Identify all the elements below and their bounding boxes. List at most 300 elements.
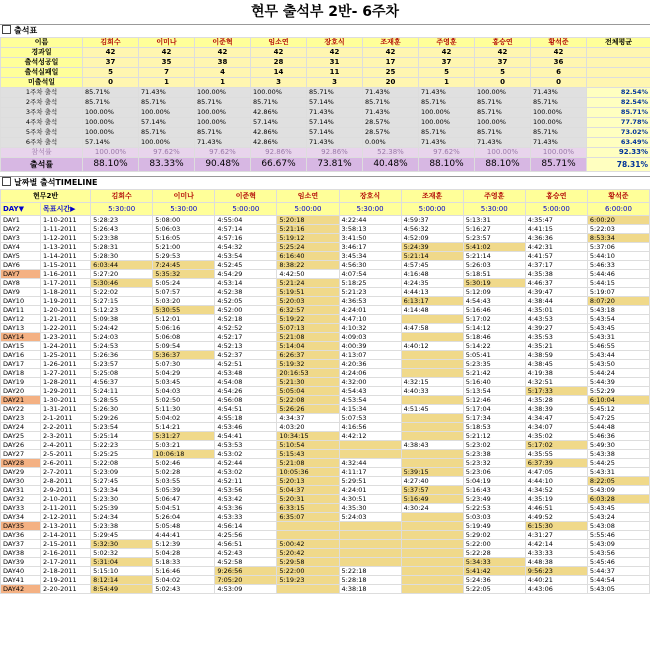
timeline-row [1, 279, 650, 288]
count-value: 35 [139, 58, 195, 68]
arrival-time: 5:19:32 [277, 360, 339, 369]
arrival-time: 5:06:03 [153, 225, 215, 234]
count-value: 42 [251, 48, 307, 58]
arrival-time: 5:29:58 [277, 558, 339, 567]
arrival-time: 5:31:27 [153, 432, 215, 441]
count-value: 3 [307, 78, 363, 88]
arrival-time: 20:16:53 [277, 369, 339, 378]
arrival-time: 5:44:24 [587, 369, 649, 378]
count-value: 42 [531, 48, 587, 58]
arrival-time: 5:44:10 [587, 252, 649, 261]
week-value: 71.43% [363, 88, 419, 98]
arrival-time: 5:41:02 [463, 243, 525, 252]
date-label: 1-10-2011 [41, 216, 91, 225]
day-label: DAY22 [1, 405, 41, 414]
arrival-time: 7:24:45 [153, 261, 215, 270]
arrival-time: 5:17:33 [525, 387, 587, 396]
day-label: DAY37 [1, 540, 41, 549]
arrival-time: 6:32:57 [277, 306, 339, 315]
arrival-time: 5:43:45 [587, 504, 649, 513]
timeline-row [1, 342, 650, 351]
arrival-time: 5:23:57 [463, 234, 525, 243]
arrival-time: 4:56:08 [215, 396, 277, 405]
arrival-time: 5:12:01 [153, 315, 215, 324]
arrival-time: 6:03:28 [587, 495, 649, 504]
student-name: 임소연 [277, 190, 339, 203]
date-label: 2-9-2011 [41, 486, 91, 495]
arrival-time: 5:05:04 [277, 387, 339, 396]
week-value: 100.00% [139, 108, 195, 118]
week-row [1, 108, 650, 118]
timeline-row [1, 252, 650, 261]
target-time-value: 5:00:00 [525, 203, 587, 216]
day-sort-button[interactable]: DAY▼ [1, 203, 41, 216]
arrival-time: 5:26:03 [463, 261, 525, 270]
arrival-time: 6:00:20 [587, 216, 649, 225]
day-label: DAY1 [1, 216, 41, 225]
timeline-row [1, 441, 650, 450]
timeline-row [1, 567, 650, 576]
arrival-time: 5:26:04 [153, 513, 215, 522]
count-value: 4 [195, 68, 251, 78]
participation-value: 100.00% [475, 148, 531, 158]
arrival-time [339, 522, 401, 531]
week-value: 85.71% [531, 128, 587, 138]
week-value: 85.71% [531, 98, 587, 108]
arrival-time: 5:20:03 [277, 297, 339, 306]
date-label: 2-20-2011 [41, 585, 91, 594]
date-label: 1-19-2011 [41, 297, 91, 306]
arrival-time: 5:21:00 [153, 243, 215, 252]
student-name: 주영훈 [419, 38, 475, 48]
arrival-time: 5:22:23 [91, 441, 153, 450]
date-label: 2-18-2011 [41, 567, 91, 576]
arrival-time: 5:16:27 [463, 225, 525, 234]
arrival-time: 5:21:08 [277, 333, 339, 342]
count-value: 0 [83, 78, 139, 88]
timeline-row [1, 261, 650, 270]
day-label: DAY7 [1, 270, 41, 279]
arrival-time: 4:53:42 [215, 495, 277, 504]
arrival-time: 4:52:45 [215, 261, 277, 270]
arrival-time: 6:33:15 [277, 504, 339, 513]
arrival-time: 5:19:49 [463, 522, 525, 531]
arrival-time: 5:44:48 [587, 423, 649, 432]
arrival-time: 5:30:46 [91, 279, 153, 288]
week-value: 85.71% [363, 98, 419, 108]
count-value: 37 [83, 58, 139, 68]
arrival-time: 4:49:52 [525, 513, 587, 522]
arrival-time: 3:46:17 [339, 243, 401, 252]
arrival-time: 4:35:28 [525, 396, 587, 405]
arrival-time: 5:21:16 [277, 225, 339, 234]
arrival-time: 5:22:00 [463, 540, 525, 549]
week-row [1, 98, 650, 108]
arrival-time: 4:53:09 [215, 585, 277, 594]
date-label: 2-13-2011 [41, 522, 91, 531]
arrival-time: 4:55:04 [215, 216, 277, 225]
date-label: 1-25-2011 [41, 351, 91, 360]
arrival-time: 5:16:40 [463, 378, 525, 387]
arrival-time: 5:22:18 [339, 567, 401, 576]
arrival-time: 4:42:14 [525, 540, 587, 549]
week-average: 77.78% [587, 118, 650, 128]
arrival-time: 5:26:30 [91, 405, 153, 414]
arrival-time [401, 360, 463, 369]
attendance-rate-value: 90.48% [195, 158, 251, 172]
arrival-time [401, 522, 463, 531]
day-label: DAY4 [1, 243, 41, 252]
timeline-row [1, 531, 650, 540]
student-name: 황석준 [587, 190, 649, 203]
day-label: DAY9 [1, 288, 41, 297]
timeline-row [1, 486, 650, 495]
count-row [1, 48, 650, 58]
arrival-time: 5:39:15 [401, 468, 463, 477]
arrival-time: 5:23:30 [91, 495, 153, 504]
arrival-time: 5:19:12 [277, 234, 339, 243]
arrival-time: 5:29:51 [339, 477, 401, 486]
arrival-time: 5:22:08 [277, 396, 339, 405]
arrival-time: 5:07:30 [153, 360, 215, 369]
arrival-time: 5:43:08 [587, 522, 649, 531]
target-time-value: 6:00:00 [587, 203, 649, 216]
arrival-time: 5:21:12 [463, 432, 525, 441]
count-value: 14 [251, 68, 307, 78]
week-value: 100.00% [139, 138, 195, 148]
arrival-time: 4:44:10 [525, 477, 587, 486]
week-value: 100.00% [419, 118, 475, 128]
arrival-time: 4:56:30 [339, 261, 401, 270]
student-name: 이미나 [153, 190, 215, 203]
student-name: 홍승연 [525, 190, 587, 203]
arrival-time: 4:54:08 [215, 378, 277, 387]
checkbox-icon [2, 177, 11, 186]
arrival-time [339, 531, 401, 540]
timeline-row [1, 585, 650, 594]
arrival-time: 5:43:44 [587, 351, 649, 360]
arrival-time: 4:09:03 [339, 333, 401, 342]
arrival-time: 5:24:36 [463, 576, 525, 585]
arrival-time: 5:29:53 [153, 252, 215, 261]
date-label: 2-15-2011 [41, 540, 91, 549]
day-label: DAY5 [1, 252, 41, 261]
arrival-time: 5:05:39 [153, 486, 215, 495]
arrival-time: 4:35:55 [525, 450, 587, 459]
arrival-time: 4:36:53 [339, 297, 401, 306]
arrival-time [401, 333, 463, 342]
arrival-time: 5:25:08 [91, 369, 153, 378]
arrival-time: 5:24:34 [91, 513, 153, 522]
timeline-header-row [1, 190, 650, 203]
week-value: 42.86% [251, 138, 307, 148]
week-row [1, 138, 650, 148]
arrival-time: 8:53:34 [587, 234, 649, 243]
day-label: DAY26 [1, 441, 41, 450]
arrival-time: 5:21:14 [401, 252, 463, 261]
arrival-time: 4:27:40 [401, 477, 463, 486]
arrival-time: 5:14:21 [153, 423, 215, 432]
arrival-time: 5:44:39 [587, 378, 649, 387]
week-value: 100.00% [531, 118, 587, 128]
count-value: 5 [475, 68, 531, 78]
timeline-row [1, 459, 650, 468]
timeline-row [1, 387, 650, 396]
arrival-time: 5:43:05 [587, 585, 649, 594]
arrival-time: 5:04:02 [153, 414, 215, 423]
arrival-time: 5:26:26 [277, 405, 339, 414]
timeline-row [1, 477, 650, 486]
participation-value: 92.86% [307, 148, 363, 158]
arrival-time: 5:05:48 [153, 522, 215, 531]
target-time-value: 5:30:00 [91, 203, 153, 216]
arrival-time: 4:37:17 [525, 261, 587, 270]
week-label: 1주차 출석 [1, 88, 83, 98]
timeline-row [1, 558, 650, 567]
timeline-row [1, 423, 650, 432]
arrival-time: 5:15:10 [91, 567, 153, 576]
arrival-time: 5:43:56 [587, 549, 649, 558]
timeline-section-header [0, 176, 650, 189]
count-value: 42 [475, 48, 531, 58]
week-label: 6주차 출석 [1, 138, 83, 148]
arrival-time [401, 369, 463, 378]
target-time-label: 목표시간▶ [41, 203, 91, 216]
timeline-row [1, 234, 650, 243]
arrival-time: 4:41:15 [525, 225, 587, 234]
participation-value: 100.00% [531, 148, 587, 158]
arrival-time [401, 531, 463, 540]
arrival-time: 5:44:25 [587, 459, 649, 468]
arrival-time: 4:32:44 [339, 459, 401, 468]
arrival-time: 5:44:46 [587, 270, 649, 279]
arrival-time: 6:03:44 [91, 261, 153, 270]
timeline-header-label: 현무2반 [1, 190, 91, 203]
arrival-time: 4:57:16 [215, 234, 277, 243]
arrival-time: 8:38:22 [277, 261, 339, 270]
arrival-time [401, 540, 463, 549]
day-label: DAY35 [1, 522, 41, 531]
arrival-time: 10:05:36 [277, 468, 339, 477]
arrival-time: 5:44:15 [587, 279, 649, 288]
arrival-time: 5:44:54 [587, 576, 649, 585]
arrival-time: 5:20:31 [277, 495, 339, 504]
arrival-time: 4:24:01 [339, 306, 401, 315]
week-value: 100.00% [475, 88, 531, 98]
arrival-time: 4:57:45 [401, 261, 463, 270]
average-cell-empty [587, 58, 650, 68]
attendance-rate-value: 83.33% [139, 158, 195, 172]
day-label: DAY13 [1, 324, 41, 333]
timeline-row [1, 378, 650, 387]
arrival-time: 5:11:30 [153, 405, 215, 414]
arrival-time: 5:03:45 [153, 378, 215, 387]
arrival-time: 4:53:14 [215, 279, 277, 288]
timeline-row [1, 333, 650, 342]
week-value: 71.43% [531, 138, 587, 148]
arrival-time [401, 576, 463, 585]
week-value: 0.00% [363, 138, 419, 148]
date-label: 2-1-2011 [41, 414, 91, 423]
date-label: 2-3-2011 [41, 432, 91, 441]
arrival-time: 5:02:43 [153, 585, 215, 594]
arrival-time: 4:33:33 [525, 549, 587, 558]
week-value: 100.00% [195, 118, 251, 128]
arrival-time: 6:35:07 [277, 513, 339, 522]
week-value: 85.71% [475, 98, 531, 108]
week-label: 4주차 출석 [1, 118, 83, 128]
arrival-time: 4:52:38 [215, 288, 277, 297]
student-name: 김희수 [83, 38, 139, 48]
arrival-time: 6:37:39 [525, 459, 587, 468]
date-label: 2-5-2011 [41, 450, 91, 459]
arrival-time: 4:53:36 [215, 504, 277, 513]
arrival-time: 5:45:12 [587, 405, 649, 414]
day-label: DAY23 [1, 414, 41, 423]
arrival-time: 5:14:12 [463, 324, 525, 333]
arrival-time: 4:47:10 [339, 315, 401, 324]
week-value: 85.71% [83, 88, 139, 98]
timeline-row [1, 288, 650, 297]
arrival-time: 5:29:26 [91, 414, 153, 423]
arrival-time: 10:34:15 [277, 432, 339, 441]
week-value: 85.71% [195, 98, 251, 108]
arrival-time: 4:11:17 [339, 468, 401, 477]
timeline-table [0, 189, 650, 594]
arrival-time [401, 513, 463, 522]
day-label: DAY14 [1, 333, 41, 342]
arrival-time [401, 423, 463, 432]
day-label: DAY25 [1, 432, 41, 441]
arrival-time: 4:25:56 [215, 531, 277, 540]
arrival-time: 5:43:24 [587, 513, 649, 522]
day-label: DAY2 [1, 225, 41, 234]
arrival-time: 4:40:21 [525, 576, 587, 585]
arrival-time: 5:03:03 [463, 513, 525, 522]
participation-value: 97.62% [419, 148, 475, 158]
arrival-time: 4:56:32 [401, 225, 463, 234]
arrival-time: 4:15:34 [339, 405, 401, 414]
timeline-row [1, 414, 650, 423]
attendance-section-header [0, 24, 650, 37]
attendance-table [0, 37, 650, 172]
arrival-time: 4:38:39 [525, 405, 587, 414]
arrival-time: 5:18:51 [463, 270, 525, 279]
arrival-time: 4:47:05 [525, 468, 587, 477]
arrival-time: 5:23:09 [91, 468, 153, 477]
week-value: 100.00% [83, 108, 139, 118]
arrival-time: 5:14:04 [277, 342, 339, 351]
arrival-time [401, 396, 463, 405]
arrival-time [401, 585, 463, 594]
timeline-row [1, 504, 650, 513]
arrival-time: 4:42:12 [339, 432, 401, 441]
week-value: 57.14% [307, 118, 363, 128]
arrival-time: 4:52:00 [215, 306, 277, 315]
target-time-value: 5:30:00 [153, 203, 215, 216]
arrival-time [339, 441, 401, 450]
arrival-time: 5:55:46 [587, 531, 649, 540]
arrival-time: 4:42:31 [525, 243, 587, 252]
arrival-time: 4:52:37 [215, 351, 277, 360]
arrival-time: 5:22:08 [91, 459, 153, 468]
week-value: 85.71% [307, 88, 363, 98]
date-label: 1-28-2011 [41, 378, 91, 387]
arrival-time: 4:54:43 [339, 387, 401, 396]
arrival-time: 5:03:21 [153, 441, 215, 450]
week-value: 100.00% [195, 108, 251, 118]
arrival-time [277, 522, 339, 531]
arrival-time: 5:23:34 [91, 486, 153, 495]
date-label: 2-7-2011 [41, 468, 91, 477]
arrival-time: 5:02:46 [153, 459, 215, 468]
week-value: 85.71% [475, 108, 531, 118]
arrival-time: 4:56:51 [215, 540, 277, 549]
arrival-time: 4:19:38 [525, 369, 587, 378]
week-value: 100.00% [419, 108, 475, 118]
arrival-time: 4:16:48 [401, 270, 463, 279]
count-row [1, 78, 650, 88]
arrival-time: 5:05:41 [463, 351, 525, 360]
arrival-time: 5:24:42 [91, 324, 153, 333]
count-row [1, 68, 650, 78]
week-row [1, 118, 650, 128]
participation-value: 97.62% [195, 148, 251, 158]
student-name: 이미나 [139, 38, 195, 48]
week-value: 85.71% [139, 128, 195, 138]
arrival-time: 5:24:03 [339, 513, 401, 522]
arrival-time: 5:07:53 [339, 414, 401, 423]
arrival-time: 4:20:36 [339, 360, 401, 369]
day-label: DAY31 [1, 486, 41, 495]
student-name: 홍승연 [475, 38, 531, 48]
arrival-time: 5:22:53 [463, 504, 525, 513]
student-name: 조재훈 [363, 38, 419, 48]
arrival-time: 4:46:37 [525, 279, 587, 288]
date-label: 1-15-2011 [41, 261, 91, 270]
date-label: 2-12-2011 [41, 513, 91, 522]
timeline-row [1, 315, 650, 324]
week-value: 71.43% [139, 88, 195, 98]
timeline-section-label: 날짜별 출석TIMELINE [14, 178, 98, 187]
day-label: DAY3 [1, 234, 41, 243]
arrival-time [339, 540, 401, 549]
arrival-time: 5:28:18 [339, 576, 401, 585]
arrival-time: 5:43:09 [587, 540, 649, 549]
week-value: 57.14% [139, 118, 195, 128]
arrival-time: 5:46:33 [587, 261, 649, 270]
arrival-time [401, 558, 463, 567]
target-time-row [1, 203, 650, 216]
arrival-time [401, 351, 463, 360]
week-value: 71.43% [307, 138, 363, 148]
arrival-time: 5:25:24 [277, 243, 339, 252]
arrival-time [339, 450, 401, 459]
arrival-time: 5:04:02 [153, 576, 215, 585]
count-value: 17 [363, 58, 419, 68]
name-header-label: 이름 [1, 38, 83, 48]
arrival-time: 4:52:13 [215, 342, 277, 351]
arrival-time: 5:23:54 [91, 423, 153, 432]
arrival-time: 4:32:15 [401, 378, 463, 387]
arrival-time: 5:23:06 [463, 468, 525, 477]
count-label: 미출석일 [1, 78, 83, 88]
timeline-row [1, 270, 650, 279]
count-value: 5 [419, 68, 475, 78]
week-value: 85.71% [195, 128, 251, 138]
arrival-time: 5:02:50 [153, 396, 215, 405]
timeline-row [1, 243, 650, 252]
